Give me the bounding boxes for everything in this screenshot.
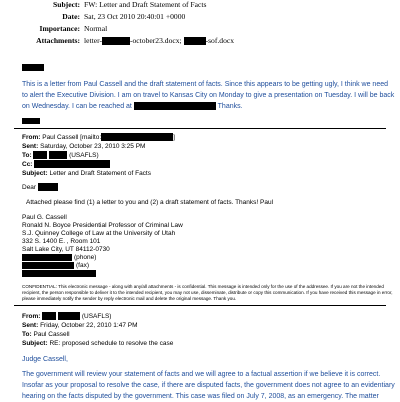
msg1-sent xyxy=(22,142,145,151)
phone-label: (phone) xyxy=(74,254,97,261)
redaction-block xyxy=(38,183,58,191)
redaction-block xyxy=(22,270,96,277)
redaction-block xyxy=(49,151,67,159)
from-label: From: xyxy=(22,313,41,320)
msg1-from: From: Paul Cassell [mailto: ] xyxy=(22,134,175,141)
redaction-block xyxy=(102,37,130,45)
sent-value: Friday, October 22, 2010 1:47 PM xyxy=(40,322,138,329)
msg1-subject xyxy=(22,169,151,178)
to-label: To: xyxy=(22,331,32,338)
redaction-block xyxy=(22,254,72,261)
redaction-block xyxy=(184,37,206,45)
note-line xyxy=(22,101,243,112)
msg2-body-line: The government will review your statement of facts and we will agree to a factual assertion if we believe it is correct. xyxy=(22,371,381,378)
msg1-cc xyxy=(22,160,110,169)
msg2-subject xyxy=(22,339,173,348)
msg1-to xyxy=(22,151,99,160)
msg2-sent xyxy=(22,321,138,330)
sent-value: Saturday, October 23, 2010 3:25 PM xyxy=(40,143,146,150)
redaction-block xyxy=(58,312,80,320)
greeting-text: Dear xyxy=(22,184,37,191)
redaction-block xyxy=(101,133,173,141)
msg1-body: Attached please find (1) a letter to you and (2) a draft statement of facts. Thanks! Paul xyxy=(26,199,274,206)
subject-value: FW: Letter and Draft Statement of Facts xyxy=(84,0,207,9)
from-value: Paul Cassell [mailto: xyxy=(42,134,102,141)
to-value: Paul Cassell xyxy=(33,331,70,338)
redaction-block xyxy=(33,151,47,159)
redaction-block xyxy=(22,64,44,71)
msg2-greeting: Judge Cassell, xyxy=(22,356,68,363)
importance-value: Normal xyxy=(84,24,108,33)
importance-label: Importance: xyxy=(39,24,80,33)
redaction-block xyxy=(22,118,40,124)
signature-line: 332 S. 1400 E. , Room 101 xyxy=(22,238,101,245)
subject-label: Subject: xyxy=(22,340,48,347)
subject-label: Subject: xyxy=(22,170,48,177)
note-line-part: Thanks. xyxy=(217,103,243,110)
from-label: From: xyxy=(22,134,41,141)
divider xyxy=(14,305,386,306)
to-label: To: xyxy=(22,152,32,159)
sent-label: Sent: xyxy=(22,143,39,150)
signature-line: Paul G. Cassell xyxy=(22,214,67,221)
signature-line: S.J. Quinney College of Law at the University of Utah xyxy=(22,230,176,237)
cc-label: Cc: xyxy=(22,161,33,168)
subject-value: Letter and Draft Statement of Facts xyxy=(49,170,151,177)
msg2-to xyxy=(22,330,70,339)
redaction-block xyxy=(34,160,110,168)
attachment-prefix[interactable]: letter- xyxy=(84,36,102,45)
confidentiality-notice: CONFIDENTIAL: This electronic message - along with any/all attachments - is confidential. This message is intended only for the use of the addressee. If you are not the intended recipient, the person responsible to deliver it to the intended recipient, you may not use, disseminate, distribute or copy this communication. If you have received this message in error, please immediately notify the sender by reply electronic mail and delete the original message. Thank you. xyxy=(22,284,393,302)
date-value: Sat, 23 Oct 2010 20:40:01 +0000 xyxy=(84,12,186,21)
redaction-block xyxy=(42,312,56,320)
msg2-body-line: hearing on the facts disputed by the government. This case was filed on July 7, 2008, as an emergency. The matter xyxy=(22,393,379,400)
divider xyxy=(14,128,386,129)
note-line-part: on Wednesday. I can be reached at xyxy=(22,103,132,110)
attachment-middle[interactable]: -october23.docx; xyxy=(129,36,182,45)
msg1-greeting xyxy=(22,183,58,192)
note-line: to alert the Executive Division. I am on travel to Kansas City on Monday to give a presentation on Tuesday. I will be back xyxy=(22,92,395,99)
date-label: Date: xyxy=(62,12,80,21)
msg2-from xyxy=(22,312,111,321)
attachments-value[interactable] xyxy=(84,36,234,45)
attachments-label: Attachments: xyxy=(36,36,80,45)
subject-label: Subject: xyxy=(53,0,80,9)
fax-label: (fax) xyxy=(76,262,89,269)
sent-label: Sent: xyxy=(22,322,39,329)
attachment-suffix[interactable]: -sof.docx xyxy=(205,36,235,45)
note-line: This is a letter from Paul Cassell and the draft statement of facts. Since this appears to be getting ugly, I think we need xyxy=(22,81,389,88)
subject-value: RE: proposed schedule to resolve the case xyxy=(49,340,174,347)
signature-line: Ronald N. Boyce Presidential Professor of Criminal Law xyxy=(22,222,183,229)
redaction-block xyxy=(134,102,216,110)
msg2-body-line: Insofar as your proposal to resolve the case, if there are disputed facts, the government does not agree to an evidentiary xyxy=(22,382,395,389)
to-value: (USAFLS) xyxy=(69,152,99,159)
signature-line: Salt Lake City, UT 84112-0730 xyxy=(22,246,110,253)
redaction-block xyxy=(22,262,74,269)
from-value: (USAFLS) xyxy=(81,313,112,320)
